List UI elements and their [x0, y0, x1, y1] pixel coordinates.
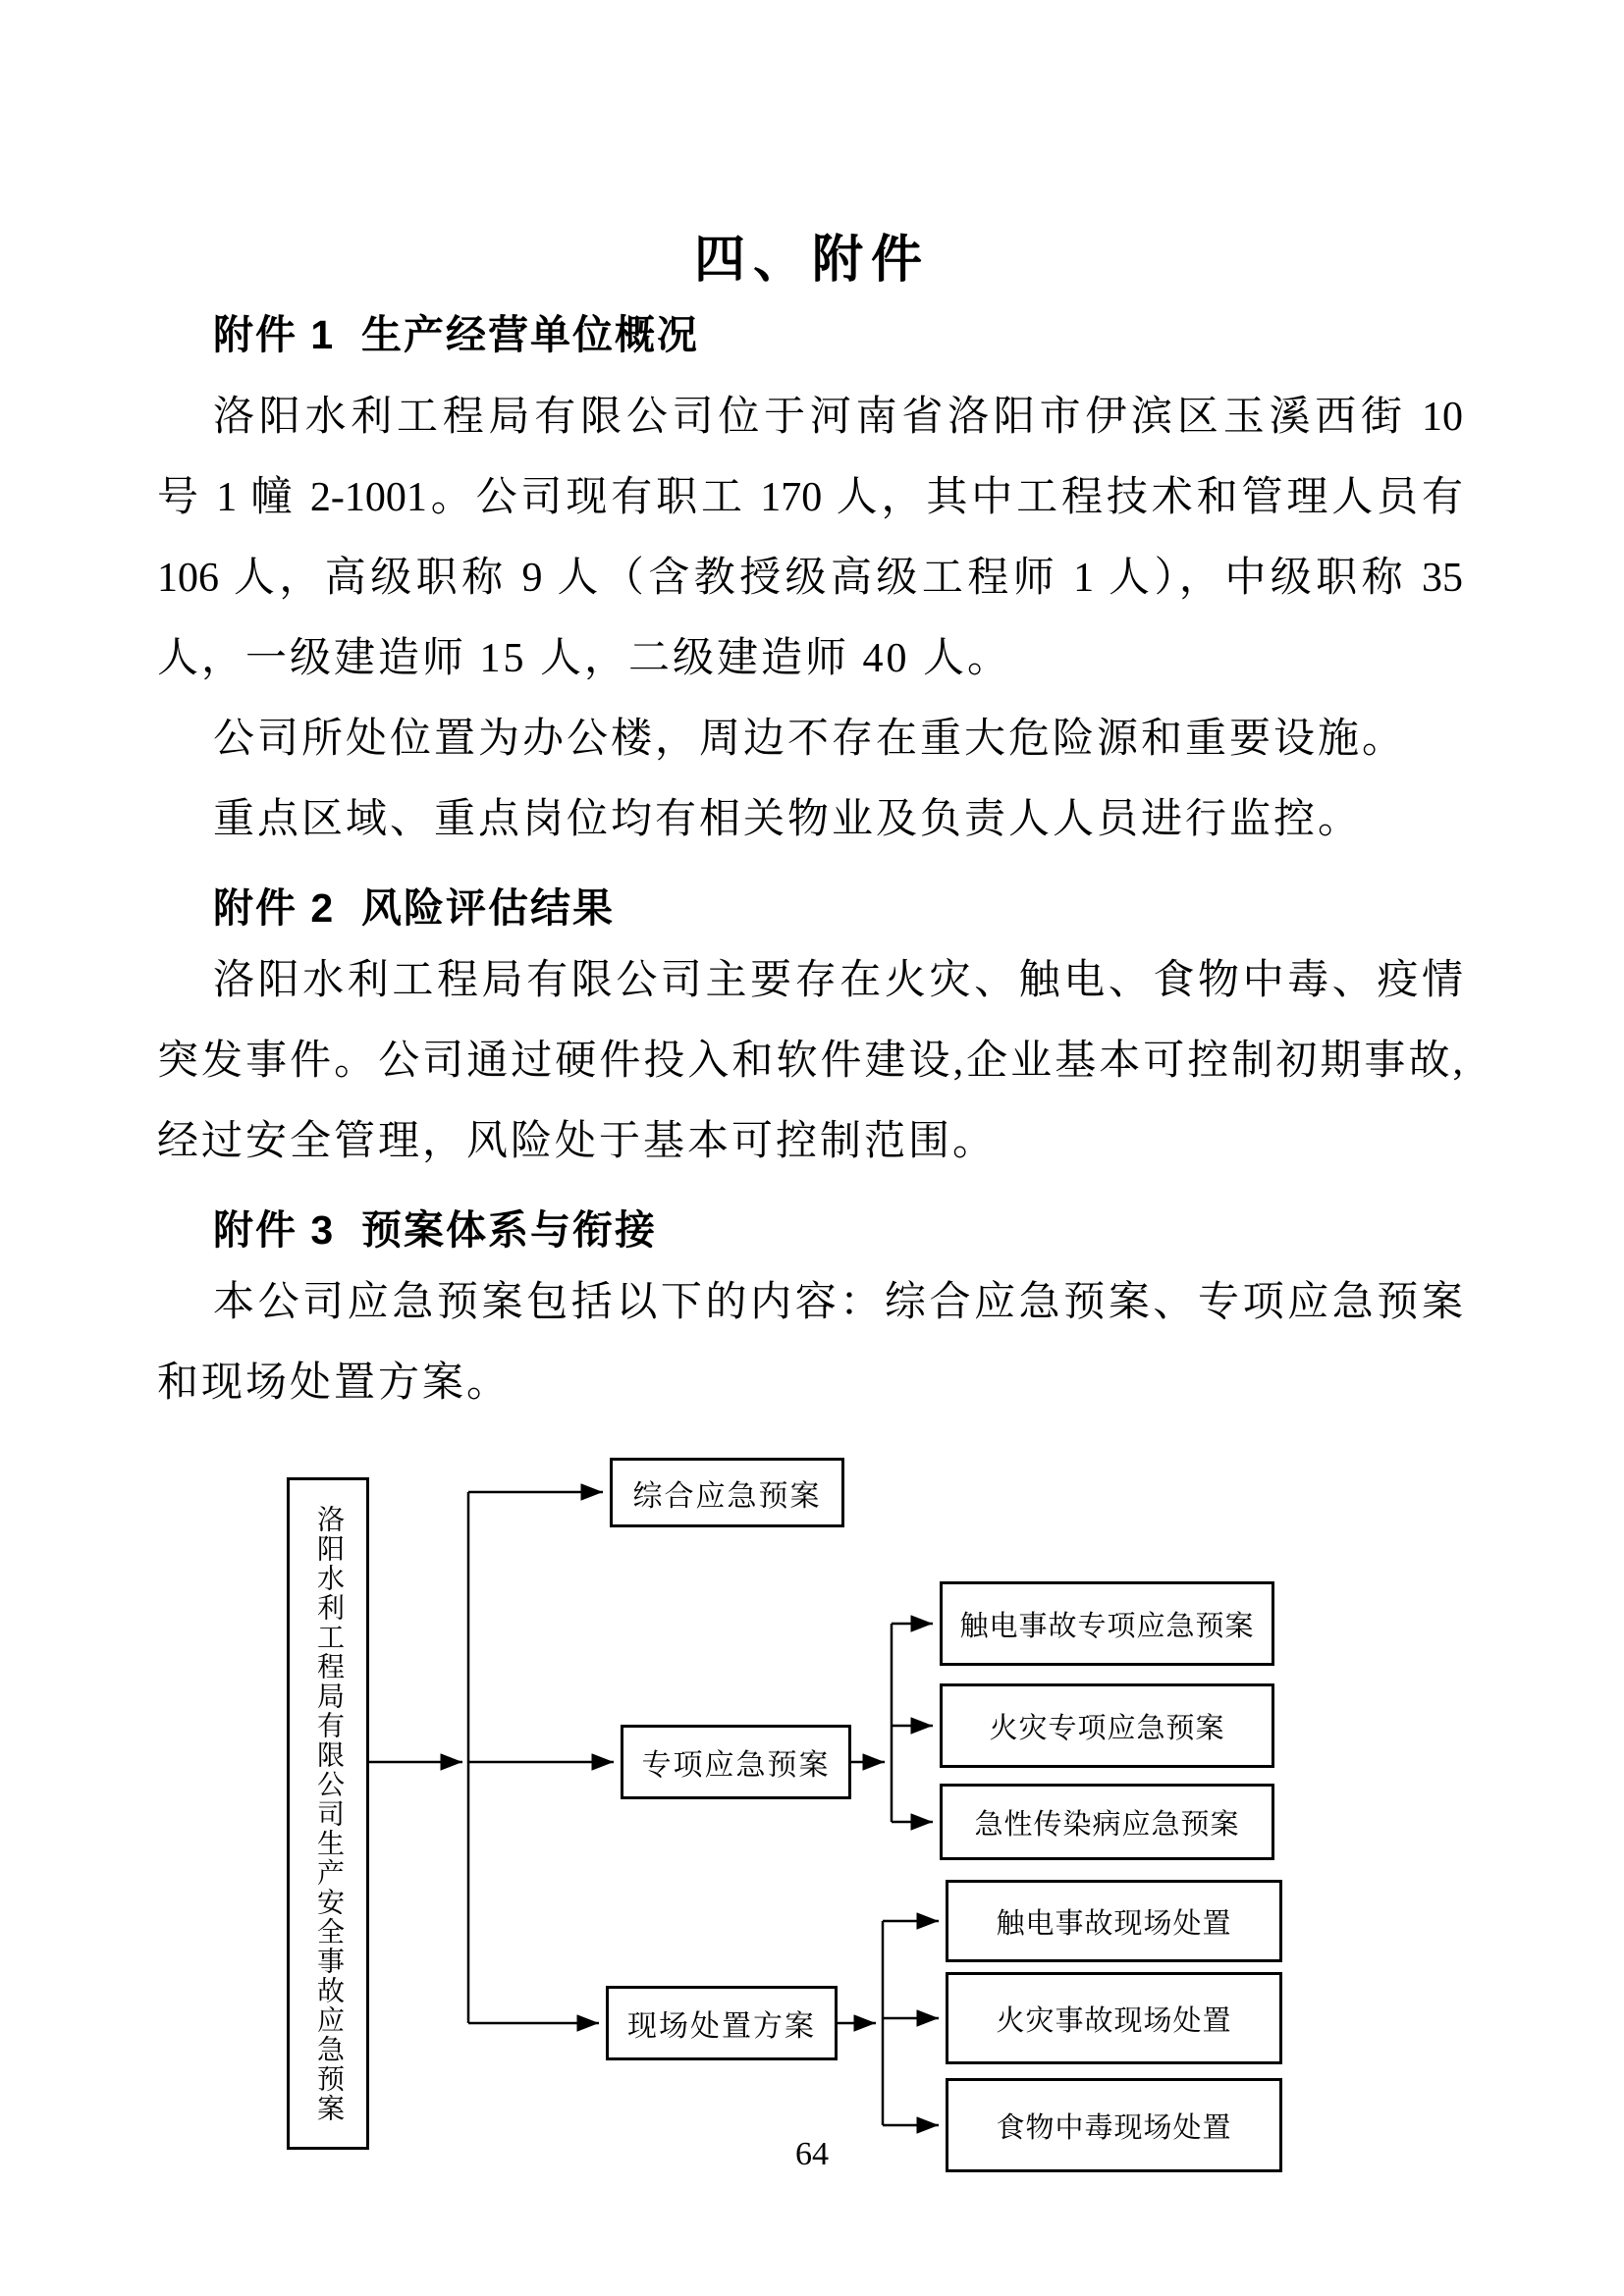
diagram-node-infectious-disease-plan: 急性传染病应急预案	[940, 1784, 1274, 1860]
diagram-connectors	[0, 1443, 1624, 2218]
paragraph-line: 人，一级建造师 15 人，二级建造师 40 人。	[157, 636, 1012, 681]
section-heading-attachment-2: 附件 2 风险评估结果	[213, 885, 615, 931]
section-heading-attachment-3: 附件 3 预案体系与衔接	[213, 1207, 657, 1253]
diagram-node-electric-shock-onsite: 触电事故现场处置	[946, 1880, 1282, 1962]
paragraph-line: 洛阳水利工程局有限公司位于河南省洛阳市伊滨区玉溪西街 10	[213, 395, 1463, 440]
diagram-node-onsite-plan: 现场处置方案	[606, 1986, 838, 2060]
paragraph-line: 突发事件。公司通过硬件投入和软件建设,企业基本可控制初期事故,	[157, 1039, 1463, 1084]
page-title: 四、附件	[693, 232, 930, 289]
diagram-root-label: 洛阳水利工程局有限公司生产安全事故应急预案	[313, 1504, 344, 2123]
diagram-node-root	[287, 1477, 369, 2150]
page-number: 64	[795, 2136, 829, 2172]
paragraph-line: 公司所处位置为办公楼，周边不存在重大危险源和重要设施。	[213, 717, 1407, 762]
paragraph-line: 重点区域、重点岗位均有相关物业及负责人人员进行监控。	[213, 797, 1363, 842]
emergency-plan-structure-diagram	[0, 1443, 1624, 2218]
diagram-node-fire-special-plan: 火灾专项应急预案	[940, 1683, 1274, 1768]
diagram-node-food-poisoning-onsite: 食物中毒现场处置	[946, 2078, 1282, 2172]
diagram-node-special-plan: 专项应急预案	[621, 1725, 851, 1799]
paragraph-line: 号 1 幢 2-1001。公司现有职工 170 人，其中工程技术和管理人员有	[157, 475, 1463, 520]
paragraph-line: 经过安全管理，风险处于基本可控制范围。	[157, 1119, 998, 1164]
diagram-node-comprehensive-plan: 综合应急预案	[610, 1458, 844, 1527]
paragraph-line: 和现场处置方案。	[157, 1361, 512, 1406]
paragraph-line: 106 人，高级职称 9 人（含教授级高级工程师 1 人），中级职称 35	[157, 556, 1463, 601]
section-heading-attachment-1: 附件 1 生产经营单位概况	[213, 312, 699, 357]
diagram-node-electric-shock-special-plan: 触电事故专项应急预案	[940, 1581, 1274, 1666]
diagram-node-fire-onsite: 火灾事故现场处置	[946, 1972, 1282, 2064]
paragraph-line: 本公司应急预案包括以下的内容：综合应急预案、专项应急预案	[213, 1280, 1463, 1325]
paragraph-line: 洛阳水利工程局有限公司主要存在火灾、触电、食物中毒、疫情	[213, 958, 1463, 1003]
